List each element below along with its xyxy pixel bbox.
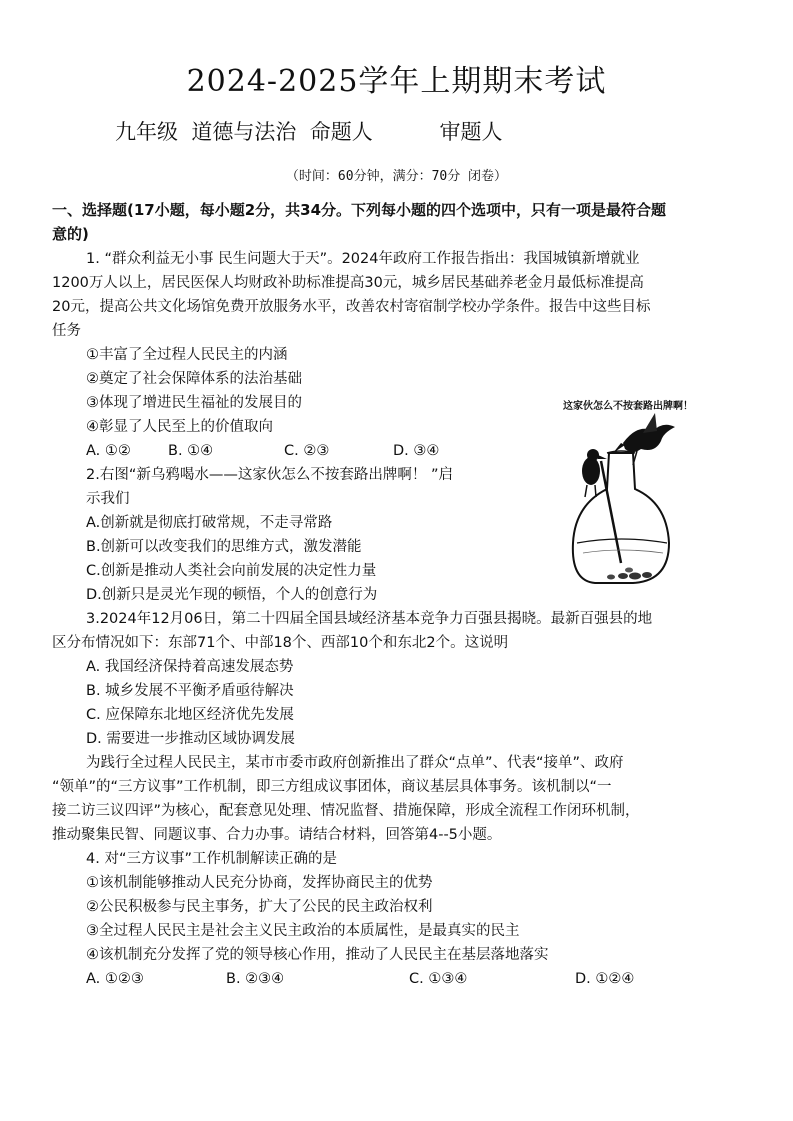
q1-option-c: C. ②③ — [284, 443, 330, 459]
section-heading: 一、选择题(17小题，每小题2分，共34分。下列每小题的四个选项中，只有一项是最符合题 — [52, 201, 667, 219]
q1-item: ③体现了增进民生福祉的发展目的 — [86, 395, 302, 411]
water-line — [577, 539, 667, 543]
q1-item: ②奠定了社会保障体系的法治基础 — [86, 371, 302, 387]
q3-option-a: A. 我国经济保持着高速发展态势 — [86, 659, 294, 675]
q2-option-d: D.创新只是灵光乍现的顿悟，个人的创意行为 — [86, 587, 378, 603]
q4-item: ②公民积极参与民主事务，扩大了公民的民主政治权利 — [86, 899, 433, 915]
q2-option-b: B.创新可以改变我们的思维方式，激发潜能 — [86, 539, 362, 555]
q3-stem-line: 区分布情况如下：东部71个、中部18个、西部10个和东北2个。这说明 — [52, 635, 509, 651]
q4-option-c: C. ①③④ — [409, 971, 468, 987]
q1-stem-line: 任务 — [52, 323, 81, 339]
q1-stem-line: 1. “群众利益无小事 民生问题大于天”。2024年政府工作报告指出：我国城镇新增就业 — [86, 251, 640, 267]
q4-item: ③全过程人民民主是社会主义民主政治的本质属性，是最真实的民主 — [86, 923, 520, 939]
q1-options — [86, 439, 486, 463]
cartoon-caption: 这家伙怎么不按套路出牌啊！ — [563, 401, 693, 412]
q1-item: ④彰显了人民至上的价值取向 — [86, 419, 273, 435]
material-line: 为践行全过程人民民主，某市市委市政府创新推出了群众“点单”、代表“接单”、政府 — [86, 755, 624, 771]
q3-stem-line: 3.2024年12月06日，第二十四届全国县域经济基本竞争力百强县揭晓。最新百强县的地 — [86, 611, 653, 627]
q4-item: ①该机制能够推动人民充分协商，发挥协商民主的优势 — [86, 875, 433, 891]
q4-item: ④该机制充分发挥了党的领导核心作用，推动了人民民主在基层落地落实 — [86, 947, 549, 963]
q4-options — [86, 967, 686, 991]
q4-option-d: D. ①②④ — [575, 971, 635, 987]
q1-stem-line: 20元，提高公共文化场馆免费开放服务水平，改善农村寄宿制学校办学条件。报告中这些目标 — [52, 299, 651, 315]
q2-stem-line: 示我们 — [86, 491, 130, 507]
q3-option-b: B. 城乡发展不平衡矛盾亟待解决 — [86, 683, 294, 699]
q1-option-a: A. ①② — [86, 443, 131, 459]
material-line: “领单”的“三方议事”工作机制，即三方组成议事团体，商议基层具体事务。该机制以“一 — [52, 779, 612, 795]
q3-option-d: D. 需要进一步推动区域协调发展 — [86, 731, 295, 747]
crow-cartoon — [563, 393, 733, 588]
section-heading-cont: 意的) — [52, 225, 89, 243]
straw — [601, 461, 621, 563]
q2-option-a: A.创新就是彻底打破常规，不走寻常路 — [86, 515, 333, 531]
material-line: 推动聚集民智、同题议事、合力办事。请结合材料，回答第4--5小题。 — [52, 827, 502, 843]
q3-option-c: C. 应保障东北地区经济优先发展 — [86, 707, 294, 723]
q1-option-b: B. ①④ — [168, 443, 214, 459]
flying-crow-icon — [613, 413, 675, 465]
q1-item: ①丰富了全过程人民民主的内涵 — [86, 347, 288, 363]
q4-stem-line: 4. 对“三方议事”工作机制解读正确的是 — [86, 851, 337, 867]
exam-subtitle: 九年级 道德与法治 命题人 审题人 — [115, 120, 503, 144]
q4-option-b: B. ②③④ — [226, 971, 285, 987]
exam-info: （时间：60分钟，满分：70分 闭卷） — [285, 169, 508, 184]
exam-title: 2024-2025学年上期期末考试 — [186, 64, 607, 99]
q1-stem-line: 1200万人以上，居民医保人均财政补助标准提高30元，城乡居民基础养老金月最低标准提高 — [52, 275, 644, 291]
q1-option-d: D. ③④ — [393, 443, 440, 459]
crow-vase-illustration — [563, 393, 733, 588]
q2-stem-line: 2.右图“新乌鸦喝水——这家伙怎么不按套路出牌啊！ ”启 — [86, 467, 453, 483]
q4-option-a: A. ①②③ — [86, 971, 144, 987]
q2-option-c: C.创新是推动人类社会向前发展的决定性力量 — [86, 563, 377, 579]
material-line: 接二访三议四评”为核心，配套意见处理、情况监督、措施保障，形成全流程工作闭环机制， — [52, 803, 640, 819]
